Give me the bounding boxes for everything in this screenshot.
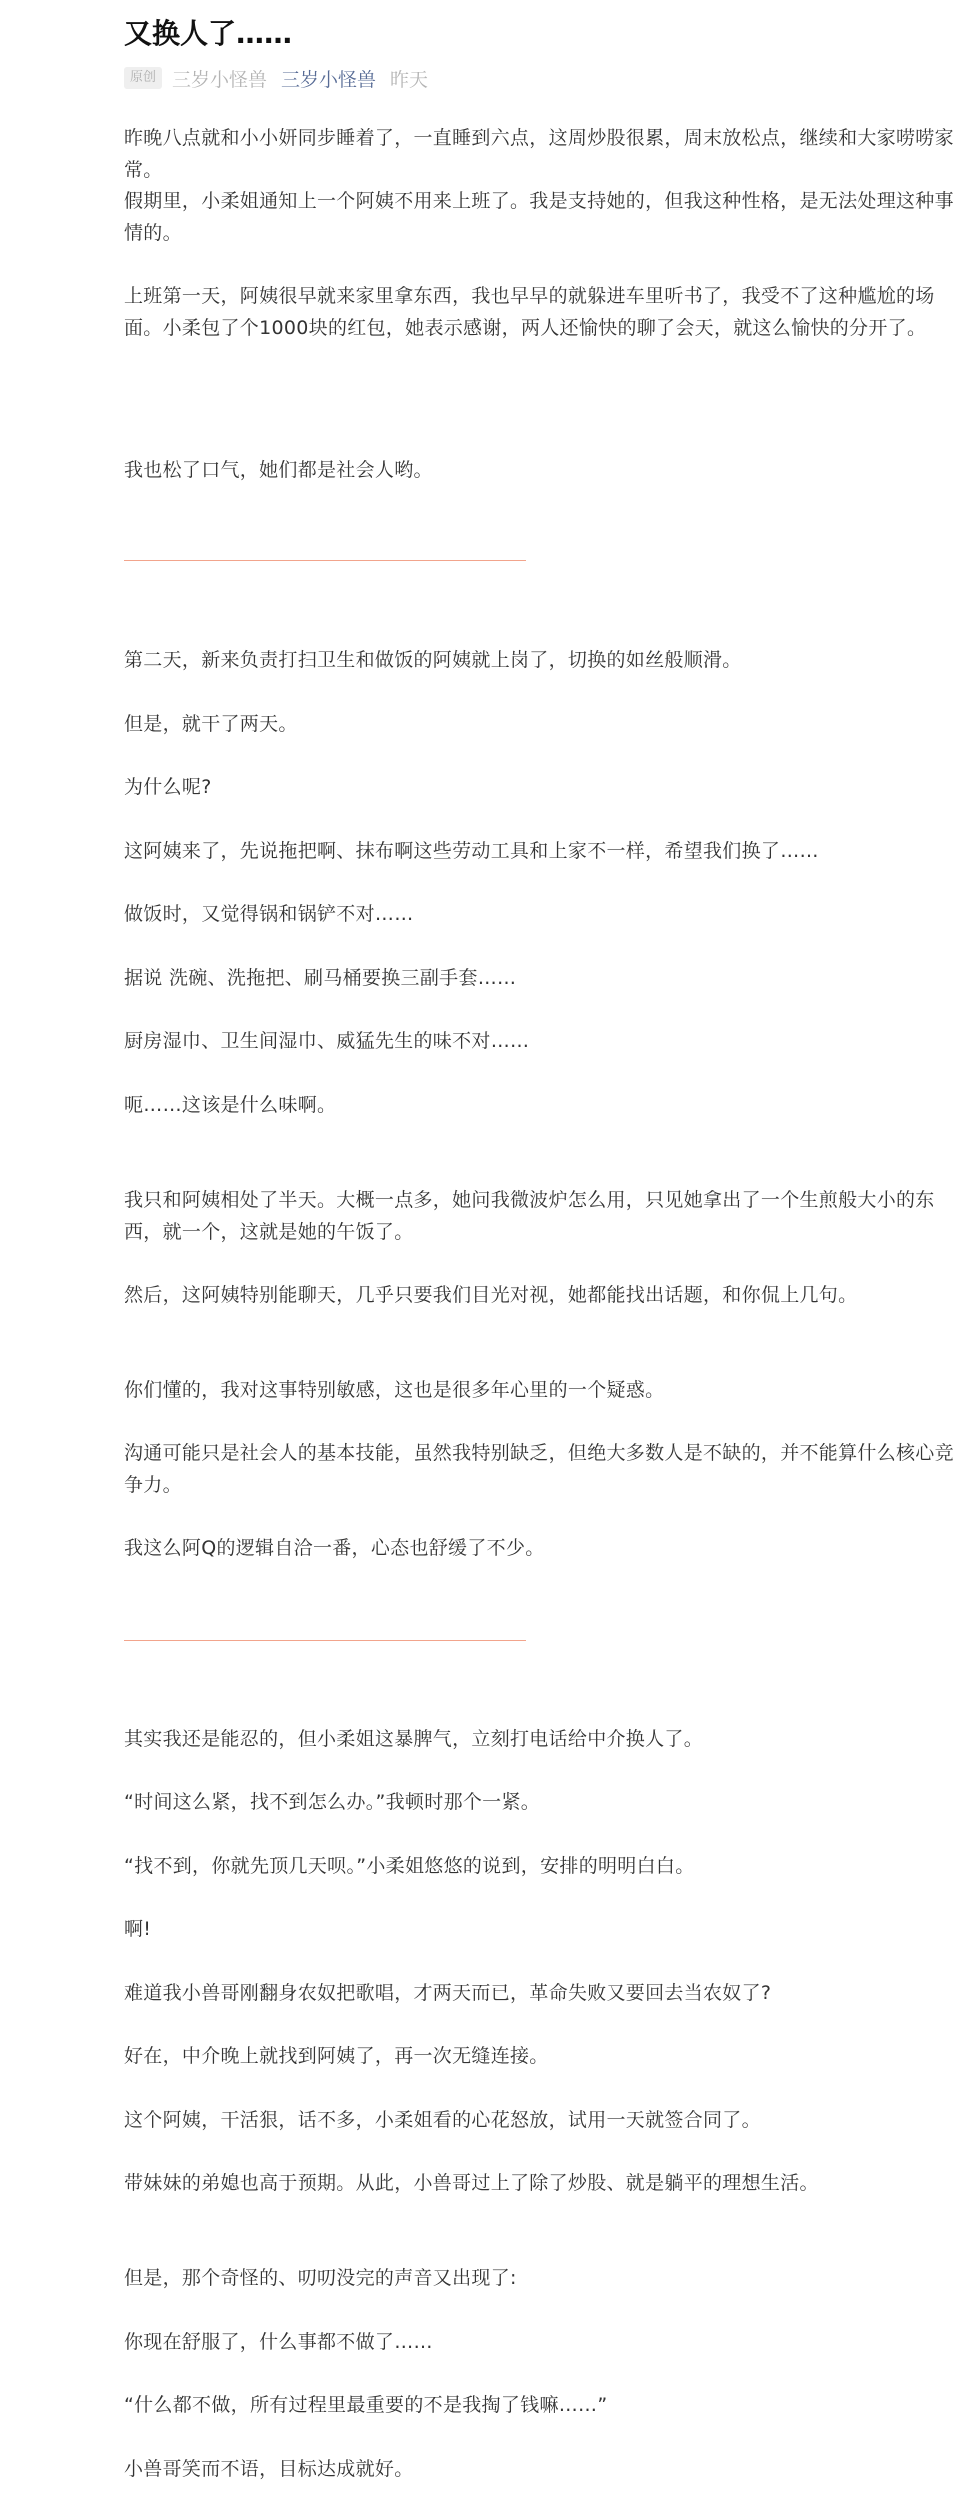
paragraph: 第二天，新来负责打扫卫生和做饭的阿姨就上岗了，切换的如丝般顺滑。 <box>124 649 742 671</box>
paragraph: 好在，中介晚上就找到阿姨了，再一次无缝连接。 <box>124 2045 549 2067</box>
paragraph: 厨房湿巾、卫生间湿巾、威猛先生的味不对…… <box>124 1030 530 1052</box>
paragraph: “找不到，你就先顶几天呗。”小柔姐悠悠的说到，安排的明明白白。 <box>124 1855 695 1877</box>
paragraph: 这阿姨来了，先说拖把啊、抹布啊这些劳动工具和上家不一样，希望我们换了…… <box>124 840 819 862</box>
section-divider <box>124 560 526 561</box>
original-badge: 原创 <box>124 67 162 89</box>
paragraph: 啊! <box>124 1918 152 1940</box>
paragraph: 带妹妹的弟媳也高于预期。从此，小兽哥过上了除了炒股、就是躺平的理想生活。 <box>124 2172 819 2194</box>
paragraph: 但是，那个奇怪的、叨叨没完的声音又出现了: <box>124 2267 517 2289</box>
paragraph: 这个阿姨，干活狠，话不多，小柔姐看的心花怒放，试用一天就签合同了。 <box>124 2109 761 2131</box>
author-name: 三岁小怪兽 <box>172 68 268 91</box>
paragraph: 沟通可能只是社会人的基本技能，虽然我特别缺乏，但绝大多数人是不缺的，并不能算什么核心竞争力。 <box>124 1442 954 1496</box>
paragraph: 难道我小兽哥刚翻身农奴把歌唱，才两天而已，革命失败又要回去当农奴了? <box>124 1982 772 2004</box>
paragraph: 为什么呢? <box>124 776 212 798</box>
paragraph: 上班第一天，阿姨很早就来家里拿东西，我也早早的就躲进车里听书了，我受不了这种尴尬的场面。小柔包了个1000块的红包，她表示感谢，两人还愉快的聊了会天，就这么愉快的分开了。 <box>124 285 935 339</box>
paragraph: “时间这么紧，找不到怎么办。”我顿时那个一紧。 <box>124 1791 541 1813</box>
paragraph: 你们懂的，我对这事特别敏感，这也是很多年心里的一个疑惑。 <box>124 1379 665 1401</box>
section-divider <box>124 1640 526 1641</box>
article-title: 又换人了…… <box>124 17 293 50</box>
paragraph: 我只和阿姨相处了半天。大概一点多，她问我微波炉怎么用，只见她拿出了一个生煎般大小的东西，就一个，这就是她的午饭了。 <box>124 1189 935 1243</box>
paragraph: 我这么阿Q的逻辑自洽一番，心态也舒缓了不少。 <box>124 1537 545 1559</box>
paragraph: 其实我还是能忍的，但小柔姐这暴脾气，立刻打电话给中介换人了。 <box>124 1728 704 1750</box>
paragraph: 但是，就干了两天。 <box>124 713 298 735</box>
paragraph: “什么都不做，所有过程里最重要的不是我掏了钱嘛……” <box>124 2394 608 2416</box>
publish-date: 昨天 <box>390 68 429 91</box>
paragraph: 小兽哥笑而不语，目标达成就好。 <box>124 2458 414 2480</box>
paragraph: 据说 洗碗、洗拖把、刷马桶要换三副手套…… <box>124 967 517 989</box>
paragraph: 我也松了口气，她们都是社会人哟。 <box>124 459 433 481</box>
paragraph: 然后，这阿姨特别能聊天，几乎只要我们目光对视，她都能找出话题，和你侃上几句。 <box>124 1284 858 1306</box>
paragraph: 你现在舒服了，什么事都不做了…… <box>124 2331 433 2353</box>
account-link[interactable]: 三岁小怪兽 <box>281 68 377 91</box>
article-body <box>124 0 972 2515</box>
paragraph: 呃……这该是什么味啊。 <box>124 1094 337 1116</box>
paragraph: 做饭时，又觉得锅和锅铲不对…… <box>124 903 414 925</box>
paragraph: 昨晚八点就和小小妍同步睡着了，一直睡到六点，这周炒股很累，周末放松点，继续和大家唠唠家常。 <box>124 127 954 181</box>
paragraph: 假期里，小柔姐通知上一个阿姨不用来上班了。我是支持她的，但我这种性格，是无法处理这种事情的。 <box>124 190 954 244</box>
